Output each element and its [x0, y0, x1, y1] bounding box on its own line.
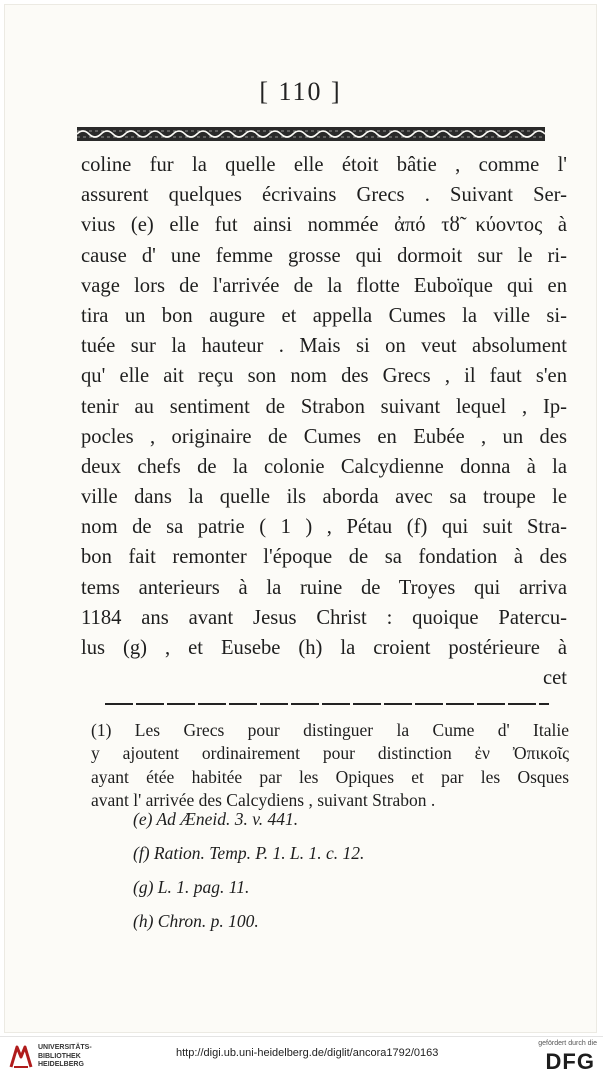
footnote-line: y ajoutent ordinairement pour distinction ἐν Ὀπικοῖς	[91, 743, 569, 764]
footnote-line: (1) Les Grecs pour distinguer la Cume d' Italie	[91, 720, 569, 740]
text-line: vius (e) elle fut ainsi nommée ἀπό τȣ̃ κύοντος à	[81, 214, 567, 237]
scanned-page	[4, 4, 597, 1033]
page-number: [ 110 ]	[259, 77, 342, 106]
library-name-line: HEIDELBERG	[38, 1061, 84, 1068]
footnote-separator	[105, 702, 549, 706]
text-line: vage lors de l'arrivée de la flotte Euboïque qui en	[81, 274, 567, 297]
text-line: 1184 ans avant Jesus Christ : quoique Patercu-	[81, 606, 567, 629]
footnote-line: avant l' arrivée des Calcydiens , suivant Strabon .	[91, 790, 436, 811]
text-line: pocles , originaire de Cumes en Eubée , un des	[81, 425, 567, 448]
library-name-line: UNIVERSITÄTS-	[38, 1044, 92, 1051]
footnote-line: ayant étée habitée par les Opiques et par les Osques	[91, 766, 569, 787]
text-line: tuée sur la hauteur . Mais si on veut absolument	[81, 335, 567, 358]
ornamental-border	[77, 127, 545, 141]
library-name	[38, 1044, 92, 1070]
library-name-line: BIBLIOTHEK	[38, 1052, 81, 1060]
dfg-logo: DFG	[545, 1049, 595, 1074]
text-line: assurent quelques écrivains Grecs . Suivant Ser-	[81, 184, 567, 207]
reference-f: (f) Ration. Temp. P. 1. L. 1. c. 12.	[133, 843, 365, 863]
text-line: cause d' une femme grosse qui dormoit sur le ri-	[81, 244, 567, 267]
footnote	[91, 719, 569, 813]
text-line: coline fur la quelle elle étoit bâtie , comme l'	[81, 154, 567, 176]
text-line: lus (g) , et Eusebe (h) la croient postérieure à	[81, 637, 567, 659]
text-line: nom de sa patrie ( 1 ) , Pétau (f) qui suit Stra-	[81, 516, 567, 539]
text-line: bon fait remonter l'époque de sa fondation à des	[81, 546, 567, 569]
permalink-url[interactable]: http://digi.ub.uni-heidelberg.de/diglit/ancora1792/0163	[176, 1047, 439, 1059]
university-library-logo-icon	[8, 1043, 34, 1071]
footnote-references	[133, 802, 364, 938]
text-line: tira un bon augure et appella Cumes la ville si-	[81, 304, 567, 327]
catchword: cet	[542, 667, 567, 690]
funded-by-label: gefördert durch die	[538, 1040, 597, 1047]
body-text	[81, 150, 567, 693]
text-line: tenir au sentiment de Strabon suivant lequel , Ip-	[81, 395, 567, 418]
text-line: tems anterieurs à la ruine de Troyes qui arriva	[81, 576, 567, 599]
text-line: deux chefs de la colonie Calcydienne donna à la	[81, 455, 567, 478]
reference-g: (g) L. 1. pag. 11.	[133, 877, 250, 897]
viewer-footer	[0, 1036, 603, 1078]
text-line: ville dans la quelle ils aborda avec sa troupe le	[81, 486, 567, 509]
text-line: qu' elle ait reçu son nom des Grecs , il faut s'en	[81, 365, 567, 388]
reference-h: (h) Chron. p. 100.	[133, 911, 259, 931]
reference-e: (e) Ad Æneid. 3. v. 441.	[133, 809, 299, 829]
